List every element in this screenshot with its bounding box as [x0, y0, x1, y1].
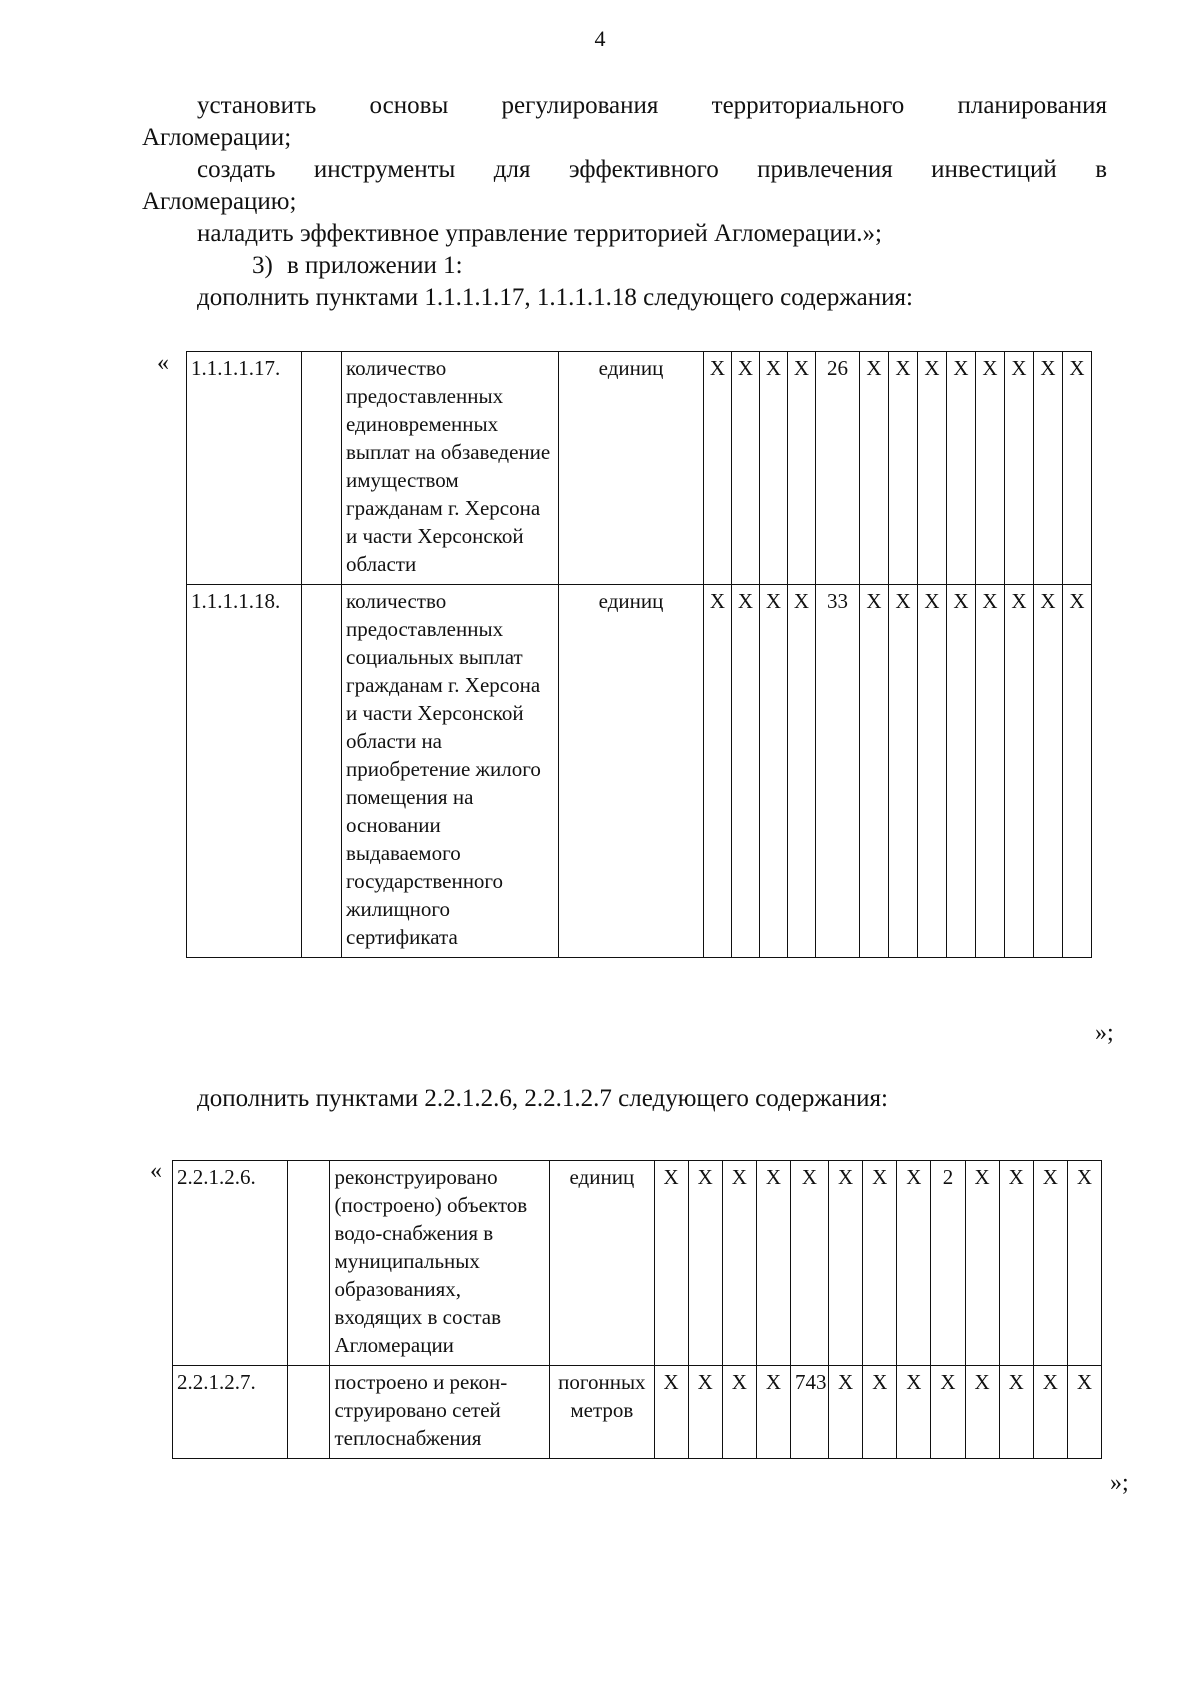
value-cell: X [1063, 352, 1092, 585]
value-cell: X [889, 585, 918, 958]
value-cell: 33 [816, 585, 860, 958]
value-cell: X [965, 1366, 999, 1459]
value-cell: X [654, 1366, 688, 1459]
value-cell: X [788, 585, 816, 958]
value-cell: X [1033, 1161, 1067, 1366]
value-cell: X [863, 1366, 897, 1459]
page-number: 4 [594, 26, 606, 51]
value-cell: X [897, 1366, 931, 1459]
row-unit: погонных метров [550, 1366, 654, 1459]
value-cell: X [760, 585, 788, 958]
row-code: 1.1.1.1.17. [187, 352, 302, 585]
table-row [187, 352, 1092, 585]
paragraph-line: установить основы регулирования территориального планирования [197, 92, 1107, 119]
step-number: 3) [252, 252, 273, 279]
quote-open: « [150, 1158, 162, 1184]
value-cell: X [918, 352, 947, 585]
value-cell: X [999, 1161, 1033, 1366]
value-cell: X [732, 352, 760, 585]
quote-close: »; [1110, 1470, 1129, 1496]
value-cell: 26 [816, 352, 860, 585]
value-cell: X [889, 352, 918, 585]
value-cell: X [722, 1366, 756, 1459]
intro-line: дополнить пунктами 1.1.1.1.17, 1.1.1.1.18 следующего содержания: [197, 284, 913, 311]
paragraph-investment [142, 154, 1107, 218]
row-code: 2.2.1.2.6. [173, 1161, 288, 1366]
value-cell: X [1034, 585, 1063, 958]
value-cell: X [654, 1161, 688, 1366]
value-cell: X [704, 352, 732, 585]
empty-cell [288, 1366, 330, 1459]
paragraph-intro-2 [142, 1083, 1107, 1115]
value-cell: X [999, 1366, 1033, 1459]
row-description: построено и рекон-струировано сетей теплоснабжения [330, 1366, 550, 1459]
row-unit: единиц [550, 1161, 654, 1366]
table-row [187, 585, 1092, 958]
empty-cell [302, 585, 342, 958]
value-cell: X [860, 585, 889, 958]
row-unit: единиц [559, 352, 704, 585]
value-cell: X [947, 352, 976, 585]
value-cell: X [1005, 585, 1034, 958]
paragraph-line: Агломерации; [142, 124, 292, 151]
row-code: 1.1.1.1.18. [187, 585, 302, 958]
table-2 [172, 1160, 1102, 1459]
value-cell: X [1034, 352, 1063, 585]
row-code: 2.2.1.2.7. [173, 1366, 288, 1459]
paragraph-line: создать инструменты для эффективного привлечения инвестиций в [197, 156, 1107, 183]
table-row [173, 1161, 1102, 1366]
value-cell: X [829, 1161, 863, 1366]
empty-cell [288, 1161, 330, 1366]
value-cell: X [976, 352, 1005, 585]
value-cell: X [732, 585, 760, 958]
intro-line: дополнить пунктами 2.2.1.2.6, 2.2.1.2.7 следующего содержания: [197, 1085, 888, 1112]
paragraph-step [142, 250, 1107, 282]
value-cell: X [688, 1161, 722, 1366]
step-text: в приложении 1: [287, 252, 463, 279]
value-cell: 2 [931, 1161, 965, 1366]
value-cell: X [756, 1366, 790, 1459]
value-cell: X [1005, 352, 1034, 585]
paragraph-intro-1 [142, 282, 1107, 314]
table-1 [186, 351, 1092, 958]
paragraph-line: наладить эффективное управление территорией Агломерации.»; [197, 220, 882, 247]
paragraph-regulation [142, 90, 1107, 154]
row-description: реконструировано (построено) объектов водо-снабжения в муниципальных образованиях, входящих в состав Агломерации [330, 1161, 550, 1366]
value-cell: X [756, 1161, 790, 1366]
value-cell: X [1067, 1366, 1101, 1459]
row-unit: единиц [559, 585, 704, 958]
value-cell: X [931, 1366, 965, 1459]
value-cell: X [722, 1161, 756, 1366]
value-cell: X [1063, 585, 1092, 958]
value-cell: X [829, 1366, 863, 1459]
value-cell: X [897, 1161, 931, 1366]
value-cell: X [760, 352, 788, 585]
value-cell: X [976, 585, 1005, 958]
value-cell: X [1033, 1366, 1067, 1459]
quote-close: »; [1095, 1020, 1114, 1046]
value-cell: X [1067, 1161, 1101, 1366]
quote-open: « [157, 350, 169, 376]
step-line [142, 250, 1107, 282]
row-description: количество предоставленных социальных выплат гражданам г. Херсона и части Херсонской области на приобретение жилого помещения на основании выдаваемого государственного жилищного сертификата [342, 585, 559, 958]
value-cell: X [918, 585, 947, 958]
value-cell: X [860, 352, 889, 585]
value-cell: X [947, 585, 976, 958]
value-cell: X [790, 1161, 828, 1366]
paragraph-line: Агломерацию; [142, 188, 297, 215]
value-cell: X [704, 585, 732, 958]
value-cell: X [863, 1161, 897, 1366]
row-description: количество предоставленных единовременных выплат на обзаведение имуществом гражданам г. Херсона и части Херсонской области [342, 352, 559, 585]
value-cell: X [788, 352, 816, 585]
value-cell: 743 [790, 1366, 828, 1459]
value-cell: X [688, 1366, 722, 1459]
paragraph-management [142, 218, 1107, 250]
value-cell: X [965, 1161, 999, 1366]
empty-cell [302, 352, 342, 585]
table-row [173, 1366, 1102, 1459]
